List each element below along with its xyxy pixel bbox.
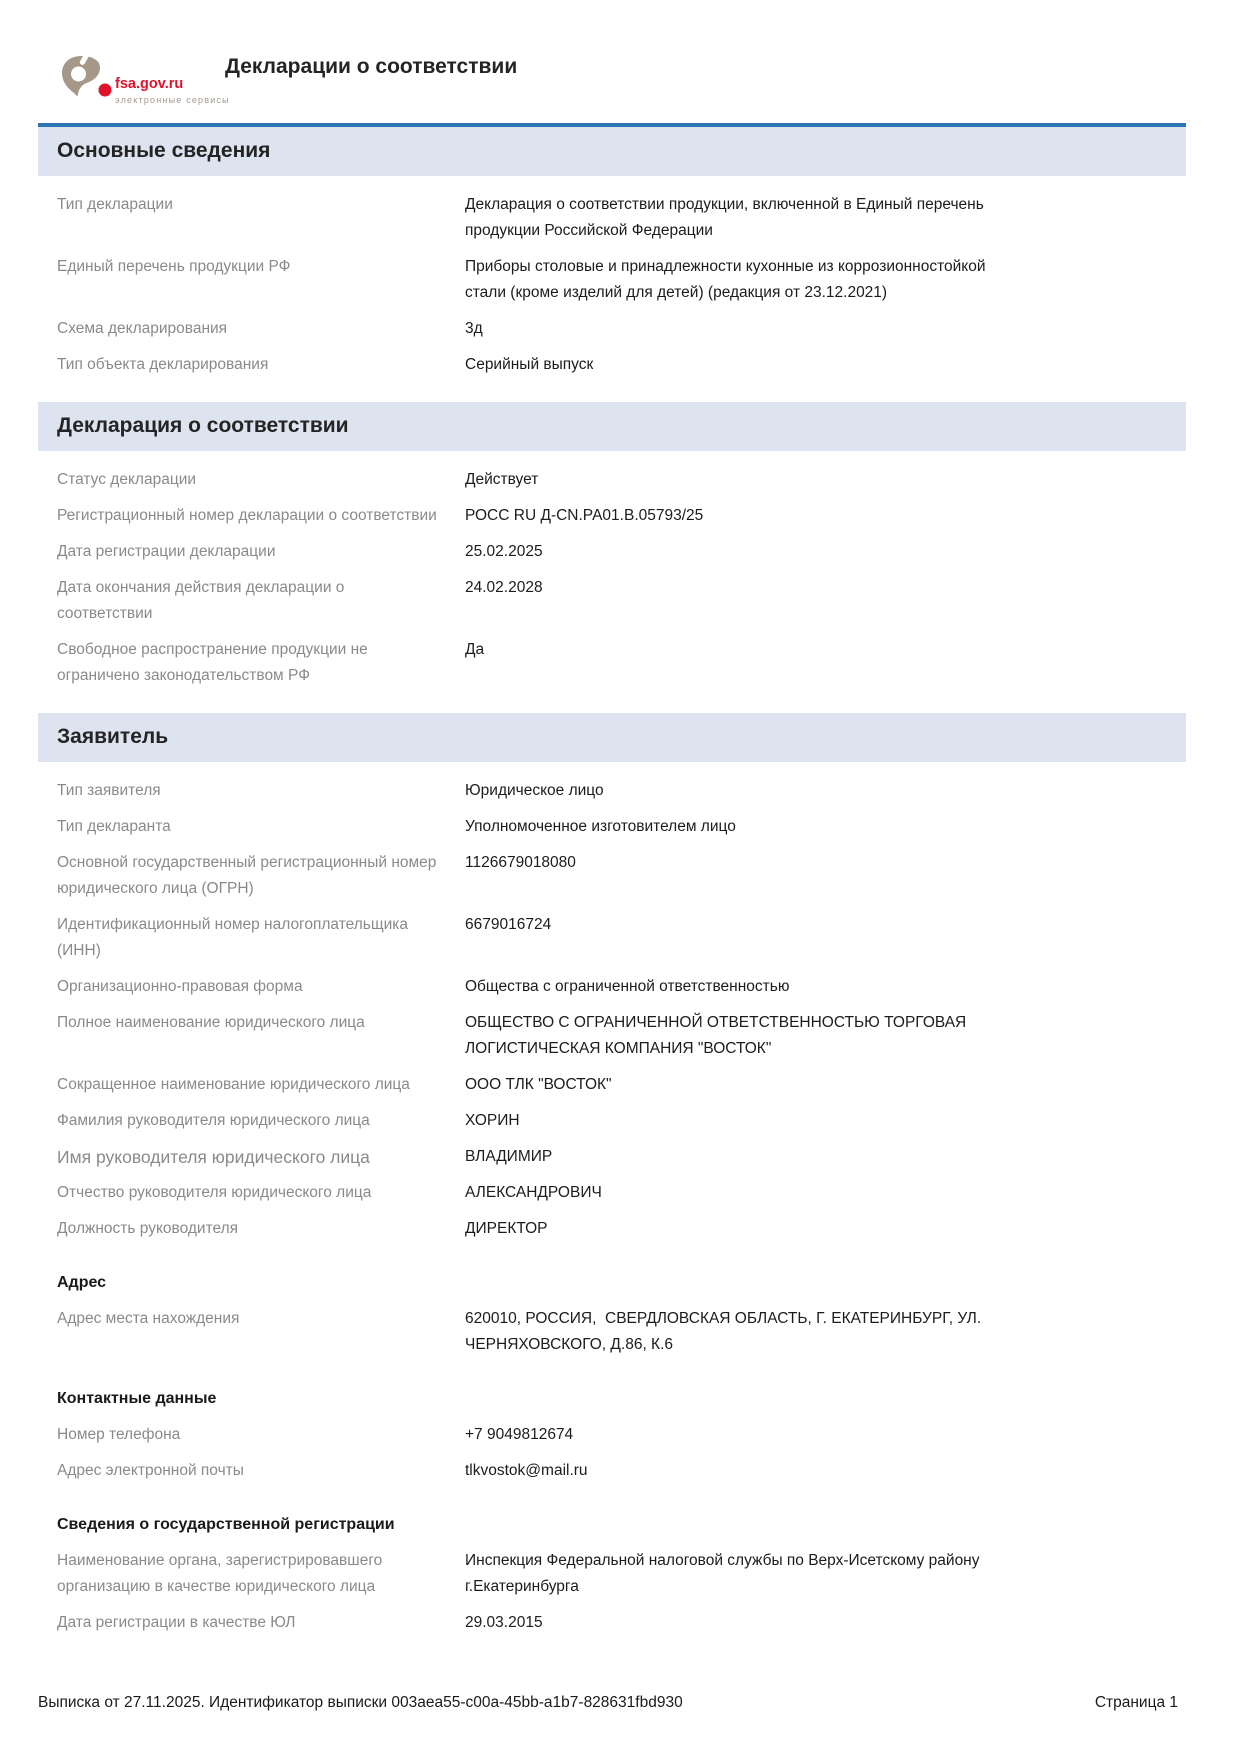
field-value: Приборы столовые и принадлежности кухонные из коррозионностойкой стали (кроме изделий для детей) (редакция от 23.12.2021): [465, 258, 990, 301]
field-label: Тип декларации: [57, 196, 173, 213]
section-title: Заявитель: [57, 725, 169, 748]
field-value: Уполномоченное изготовителем лицо: [465, 818, 736, 835]
field-row: [57, 1108, 1186, 1134]
field-row: [57, 850, 1186, 902]
field-row: [57, 778, 1186, 804]
field-value: Инспекция Федеральной налоговой службы по Верх-Исетскому району г.Екатеринбурга: [465, 1552, 984, 1595]
field-label: Тип заявителя: [57, 782, 161, 799]
field-subheader: Сведения о государственной регистрации: [57, 1516, 395, 1533]
section-header: [38, 402, 1186, 451]
field-row: [57, 316, 1186, 342]
field-row: [57, 192, 1186, 244]
field-row: [57, 1010, 1186, 1062]
field-row: [57, 352, 1186, 378]
field-row: [57, 254, 1186, 306]
field-label: Тип объекта декларирования: [57, 356, 269, 373]
field-row: [57, 1216, 1186, 1242]
field-value: ООО ТЛК "ВОСТОК": [465, 1076, 612, 1093]
field-value: Декларация о соответствии продукции, включенной в Единый перечень продукции Российской Федерации: [465, 196, 989, 239]
field-value: АЛЕКСАНДРОВИЧ: [465, 1184, 602, 1201]
field-row: [57, 1306, 1186, 1358]
field-value: +7 9049812674: [465, 1426, 574, 1443]
field-label: Сокращенное наименование юридического лица: [57, 1076, 410, 1093]
field-subheader: Контактные данные: [57, 1390, 217, 1407]
field-label: Единый перечень продукции РФ: [57, 258, 291, 275]
field-value: 25.02.2025: [465, 543, 543, 560]
field-row: [57, 1458, 1186, 1484]
page-footer: [38, 1694, 1178, 1712]
field-label: Должность руководителя: [57, 1220, 239, 1237]
field-value: Серийный выпуск: [465, 356, 594, 373]
section-rows: [38, 762, 1186, 1660]
field-value: 1126679018080: [465, 854, 576, 871]
field-label: Адрес места нахождения: [57, 1310, 240, 1327]
field-label: Фамилия руководителя юридического лица: [57, 1112, 370, 1129]
field-value: tlkvostok@mail.ru: [465, 1462, 588, 1479]
field-label: Идентификационный номер налогоплательщика (ИНН): [57, 916, 409, 959]
field-label: Полное наименование юридического лица: [57, 1014, 365, 1031]
field-row: [57, 467, 1186, 493]
field-row: [57, 637, 1186, 689]
field-label: Регистрационный номер декларации о соответствии: [57, 507, 437, 524]
field-label: Дата регистрации в качестве ЮЛ: [57, 1614, 296, 1631]
logo-tagline-text: электронные сервисы: [115, 94, 230, 105]
field-value: 3д: [465, 320, 483, 337]
field-value: Действует: [465, 471, 539, 488]
field-row: [57, 814, 1186, 840]
field-row: [57, 1144, 1186, 1170]
section-rows: [38, 451, 1186, 713]
logo-red-dot: [99, 84, 112, 97]
field-label: Дата регистрации декларации: [57, 543, 276, 560]
field-value: Общества с ограниченной ответственностью: [465, 978, 790, 995]
field-label: Номер телефона: [57, 1426, 181, 1443]
page-title: Декларации о соответствии: [225, 55, 518, 78]
section: [38, 713, 1186, 1660]
field-value: РОСС RU Д-CN.РА01.В.05793/25: [465, 507, 704, 524]
field-value: 29.03.2015: [465, 1614, 543, 1631]
field-label: Отчество руководителя юридического лица: [57, 1184, 372, 1201]
field-label: Тип декларанта: [57, 818, 171, 835]
field-label: Адрес электронной почты: [57, 1462, 244, 1479]
section: [38, 402, 1186, 713]
logo-domain-text: fsa.gov.ru: [115, 76, 184, 92]
field-value: Да: [465, 641, 485, 658]
field-value: ХОРИН: [465, 1112, 520, 1129]
field-label: Статус декларации: [57, 471, 197, 488]
field-label: Свободное распространение продукции не ограничено законодательством РФ: [57, 641, 368, 684]
section-title: Основные сведения: [57, 139, 271, 162]
field-row: [57, 539, 1186, 565]
sections-container: [38, 123, 1186, 1660]
field-label: Дата окончания действия декларации о соответствии: [57, 579, 345, 622]
field-value: ВЛАДИМИР: [465, 1148, 553, 1165]
field-row: [57, 1610, 1186, 1636]
field-row: [57, 575, 1186, 627]
footer-extract-info: Выписка от 27.11.2025. Идентификатор выписки 003aea55-c00a-45bb-a1b7-828631fbd930: [38, 1694, 683, 1711]
field-value: Юридическое лицо: [465, 782, 604, 799]
field-row: [57, 1422, 1186, 1448]
field-value: 24.02.2028: [465, 579, 543, 596]
field-label: Основной государственный регистрационный номер юридического лица (ОГРН): [57, 854, 437, 897]
section: [38, 123, 1186, 402]
field-row: [57, 1548, 1186, 1600]
section-header: [38, 123, 1186, 176]
field-label: Имя руководителя юридического лица: [57, 1147, 370, 1167]
field-label: Схема декларирования: [57, 320, 228, 337]
field-row: [57, 1180, 1186, 1206]
field-label: Наименование органа, зарегистрировавшего организацию в качестве юридического лица: [57, 1552, 383, 1595]
field-row: [57, 912, 1186, 964]
section-title: Декларация о соответствии: [57, 414, 349, 437]
field-value: ОБЩЕСТВО С ОГРАНИЧЕННОЙ ОТВЕТСТВЕННОСТЬЮ ТОРГОВАЯ ЛОГИСТИЧЕСКАЯ КОМПАНИЯ "ВОСТОК": [465, 1014, 971, 1057]
field-subheader: Адрес: [57, 1274, 107, 1291]
fsa-shield-icon: [57, 48, 113, 104]
field-value: ДИРЕКТОР: [465, 1220, 548, 1237]
field-row: [57, 1072, 1186, 1098]
field-value: 6679016724: [465, 916, 552, 933]
field-row: [57, 503, 1186, 529]
field-row: [57, 974, 1186, 1000]
logo-text-block: [115, 76, 230, 105]
footer-page-number: Страница 1: [1094, 1694, 1178, 1711]
field-label: Организационно-правовая форма: [57, 978, 303, 995]
section-rows: [38, 176, 1186, 402]
section-header: [38, 713, 1186, 762]
field-value: 620010, РОССИЯ, СВЕРДЛОВСКАЯ ОБЛАСТЬ, Г. ЕКАТЕРИНБУРГ, УЛ. ЧЕРНЯХОВСКОГО, Д.86, К.6: [465, 1310, 986, 1353]
